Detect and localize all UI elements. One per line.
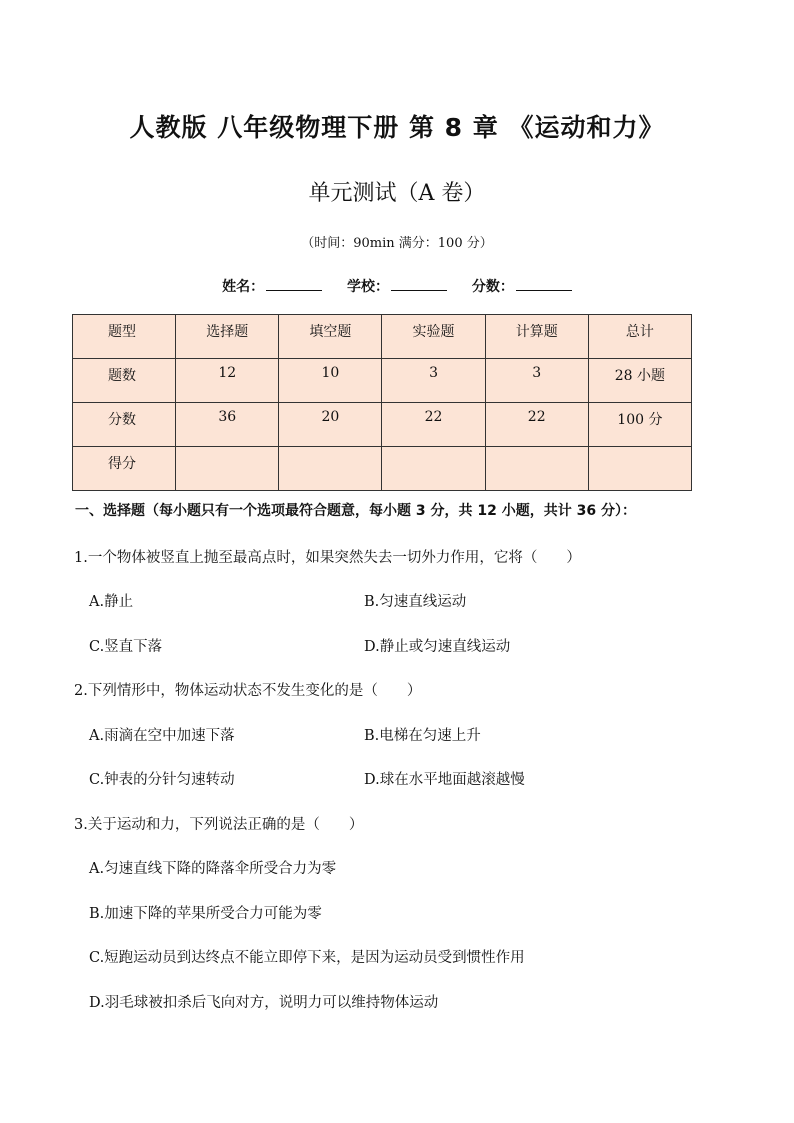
student-info-line [0, 276, 794, 296]
table-row [73, 315, 692, 359]
table-cell [588, 447, 691, 491]
table-cell: 题数 [73, 359, 176, 403]
option-c: C.短跑运动员到达终点不能立即停下来，是因为运动员受到惯性作用 [89, 950, 525, 966]
table-cell: 20 [279, 403, 382, 447]
table-cell: 计算题 [485, 315, 588, 359]
table-row [73, 403, 692, 447]
table-row [73, 447, 692, 491]
table-cell: 100 分 [588, 403, 691, 447]
option-c: C.竖直下落 [89, 639, 163, 655]
option-b: B.加速下降的苹果所受合力可能为零 [89, 906, 322, 922]
option-a: A.匀速直线下降的降落伞所受合力为零 [89, 861, 337, 877]
table-cell: 28 小题 [588, 359, 691, 403]
score-label: 分数： [471, 279, 514, 295]
option-a: A.雨滴在空中加速下落 [89, 728, 235, 744]
table-cell: 22 [382, 403, 485, 447]
question-stem: 2.下列情形中，物体运动状态不发生变化的是（ ） [74, 683, 422, 699]
score-field [472, 279, 572, 295]
table-row [73, 359, 692, 403]
name-field [222, 279, 322, 295]
name-label: 姓名： [222, 279, 265, 295]
option-d: D.羽毛球被扣杀后飞向对方，说明力可以维持物体运动 [89, 995, 439, 1011]
score-table [72, 314, 692, 491]
school-label: 学校： [347, 279, 389, 295]
table-cell: 22 [485, 403, 588, 447]
name-blank [266, 278, 322, 291]
table-cell: 得分 [73, 447, 176, 491]
table-cell: 填空题 [279, 315, 382, 359]
table-cell: 36 [176, 403, 279, 447]
option-a: A.静止 [89, 594, 134, 610]
section-heading: 一、选择题（每小题只有一个选项最符合题意，每小题 3 分，共 12 小题，共计 36 分）： [75, 503, 636, 519]
document-title: 人教版 八年级物理下册 第 8 章 《运动和力》 [129, 113, 665, 142]
option-d: D.静止或匀速直线运动 [364, 639, 511, 655]
table-cell [485, 447, 588, 491]
exam-meta: （时间：90min 满分：100 分） [301, 236, 493, 251]
table-cell: 实验题 [382, 315, 485, 359]
school-blank [391, 278, 447, 291]
table-cell [176, 447, 279, 491]
table-cell: 10 [279, 359, 382, 403]
table-cell: 题型 [73, 315, 176, 359]
table-cell: 3 [382, 359, 485, 403]
document-subtitle: 单元测试（A 卷） [308, 181, 486, 206]
table-cell: 12 [176, 359, 279, 403]
table-cell [279, 447, 382, 491]
option-b: B.匀速直线运动 [364, 594, 467, 610]
table-cell: 分数 [73, 403, 176, 447]
question-stem: 3.关于运动和力，下列说法正确的是（ ） [74, 817, 364, 833]
question-stem: 1.一个物体被竖直上抛至最高点时，如果突然失去一切外力作用，它将（ ） [74, 550, 581, 566]
score-blank [516, 278, 572, 291]
table-cell: 选择题 [176, 315, 279, 359]
option-b: B.电梯在匀速上升 [364, 728, 481, 744]
table-cell: 3 [485, 359, 588, 403]
option-c: C.钟表的分针匀速转动 [89, 772, 235, 788]
table-cell [382, 447, 485, 491]
school-field [347, 279, 447, 295]
option-d: D.球在水平地面越滚越慢 [364, 772, 525, 788]
table-cell: 总计 [588, 315, 691, 359]
